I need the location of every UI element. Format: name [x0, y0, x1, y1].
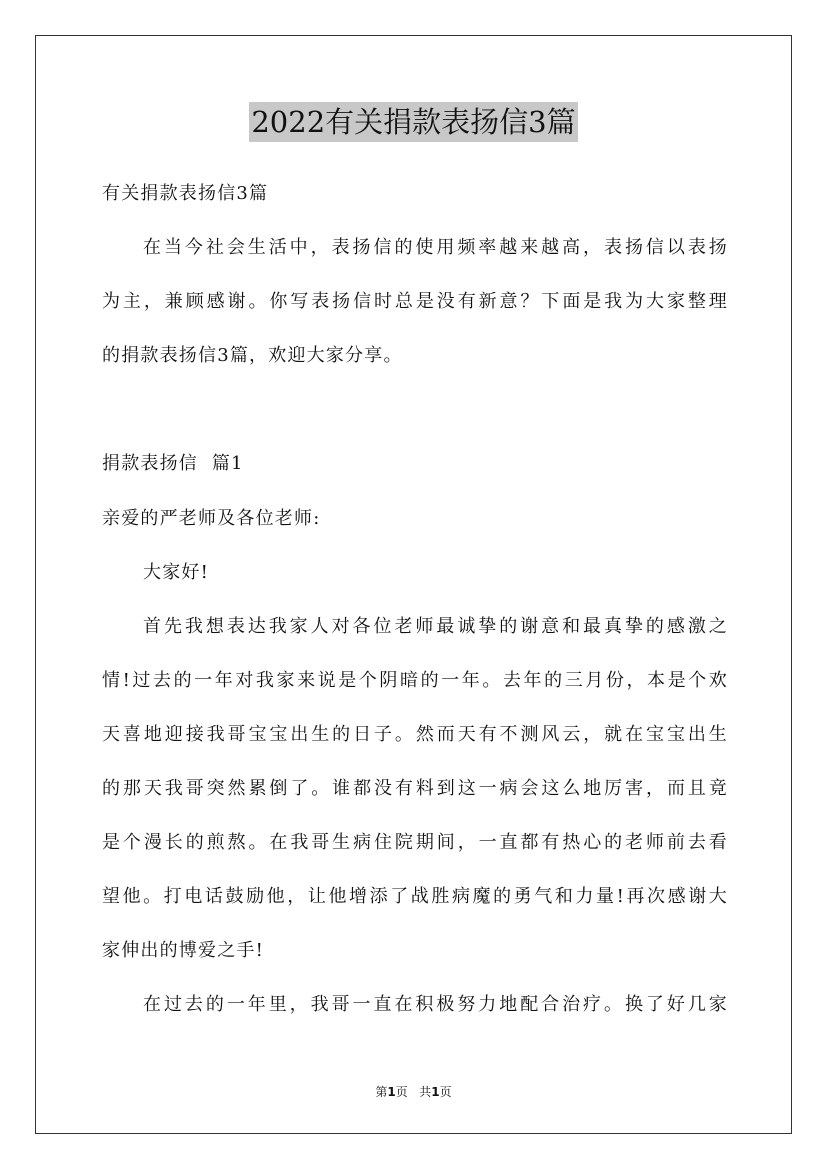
footer-total-prefix: 共	[419, 1085, 432, 1099]
paragraph-line: 在过去的一年里，我哥一直在积极努力地配合治疗。换了好几家	[143, 994, 728, 1015]
title-container	[0, 102, 827, 142]
paragraph-line: 首先我想表达我家人对各位老师最诚挚的谢意和最真挚的感激之	[143, 616, 728, 637]
salutation: 亲爱的严老师及各位老师:	[102, 508, 321, 529]
page-footer	[0, 1084, 827, 1100]
paragraph-line: 的那天我哥突然累倒了。谁都没有料到这一病会这么地厉害，而且竟	[102, 778, 728, 799]
footer-total-number: 1	[431, 1085, 440, 1099]
footer-page-prefix: 第	[375, 1085, 388, 1099]
intro-line: 在当今社会生活中，表扬信的使用频率越来越高，表扬信以表扬	[143, 237, 728, 258]
document-title: 2022有关捐款表扬信3篇	[249, 102, 577, 142]
footer-total-suffix: 页	[439, 1085, 452, 1099]
intro-line: 的捐款表扬信3篇，欢迎大家分享。	[102, 345, 403, 366]
paragraph-line: 天喜地迎接我哥宝宝出生的日子。然而天有不测风云，就在宝宝出生	[102, 724, 728, 745]
paragraph-line: 是个漫长的煎熬。在我哥生病住院期间，一直都有热心的老师前去看	[102, 832, 728, 853]
paragraph-line: 望他。打电话鼓励他，让他增添了战胜病魔的勇气和力量!再次感谢大	[102, 886, 728, 907]
footer-page-suffix: 页	[395, 1085, 408, 1099]
intro-line: 为主，兼顾感谢。你写表扬信时总是没有新意？下面是我为大家整理	[102, 291, 728, 312]
document-subtitle: 有关捐款表扬信3篇	[102, 183, 269, 204]
paragraph-line: 家伸出的博爱之手!	[102, 940, 265, 961]
greeting: 大家好!	[143, 562, 210, 583]
section-heading: 捐款表扬信 篇1	[102, 453, 244, 474]
paragraph-line: 情!过去的一年对我家来说是个阴暗的一年。去年的三月份，本是个欢	[102, 670, 728, 691]
footer-page-number: 1	[387, 1085, 396, 1099]
